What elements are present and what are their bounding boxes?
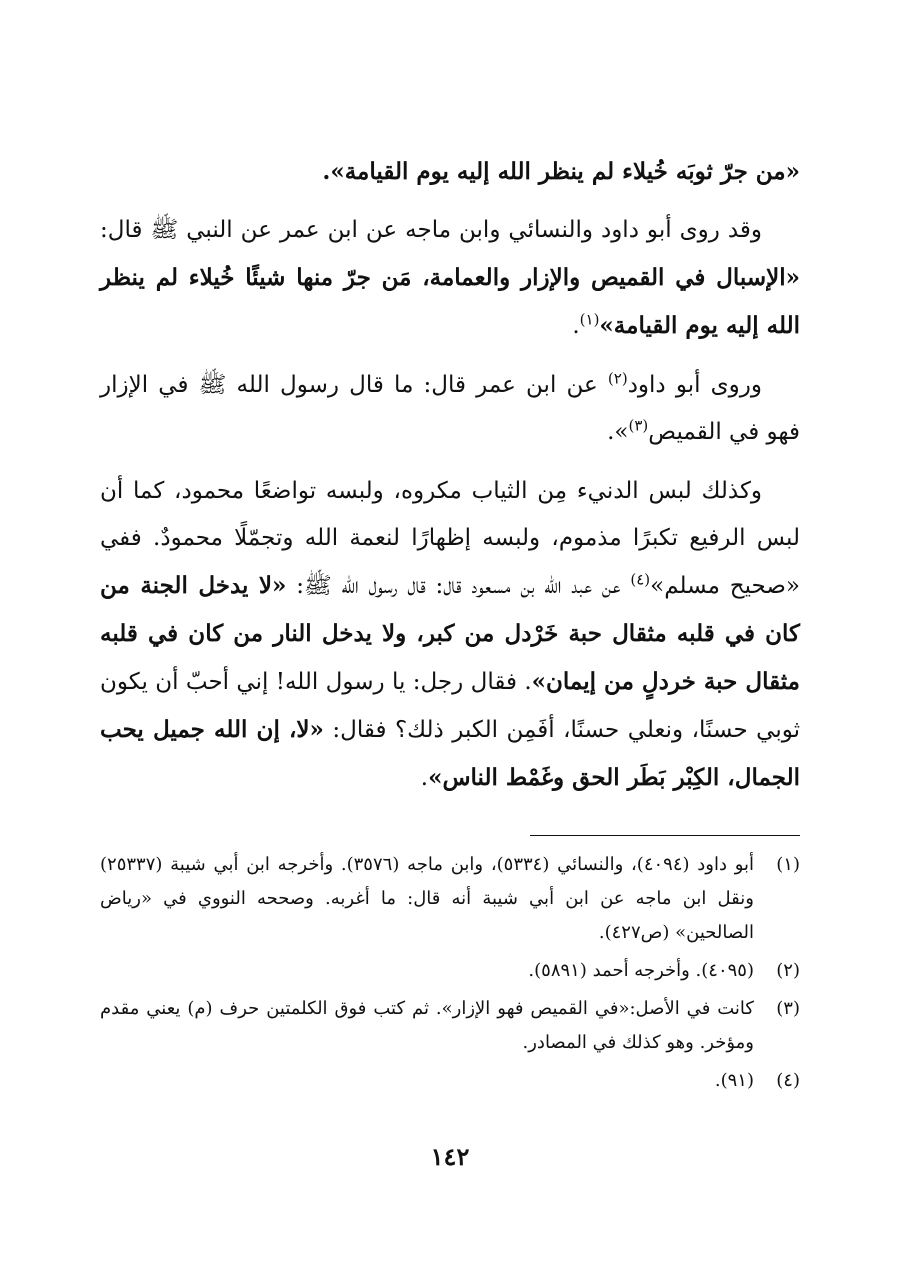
footnote-number: (٣) [776, 998, 800, 1019]
footnote-item [100, 848, 800, 950]
footnote-ref-4[interactable]: (٤) [630, 570, 651, 589]
paragraph-isbal [100, 207, 800, 350]
footnote-text: (٩١). [714, 1070, 754, 1091]
hadith-text: «الإسبال في القميص والإزار والعمامة، مَن جرّ منها شيئًا خُيلاء لم ينظر الله إليه يوم القيامة» [100, 264, 800, 339]
hadith-text: «من جرّ ثوبَه خُيلاء لم ينظر الله إليه يوم القيامة». [322, 158, 800, 185]
footnote-text: (٤٠٩٥). وأخرجه أحمد (٥٨٩١). [528, 960, 754, 981]
footnote-number: (٤) [776, 1070, 800, 1091]
footnote-item [100, 954, 800, 988]
footnote-text: أبو داود (٤٠٩٤)، والنسائي (٥٣٣٤)، وابن ماجه (٣٥٧٦). وأخرجه ابن أبي شيبة (٢٥٣٣٧) ونقل ابن ماجه عن ابن أبي شيبة أنه قال: ما أغربه. وصححه النووي في «رياض الصالحين» (ص٤٢٧). [100, 854, 755, 943]
footnote-item [100, 992, 800, 1060]
footnotes [100, 848, 800, 1102]
narration-text: وكذلك لبس الدنيء مِن الثياب مكروه، ولبسه تواضعًا محمود، كما أن لبس الرفيع تكبرًا مذموم، ولبسه إظهارًا لنعمة الله وتجمّلًا محمودٌ. ففي «صحيح مسلم» [100, 478, 800, 599]
footnote-text: كانت في الأصل:«في القميص فهو الإزار». ثم كتب فوق الكلمتين حرف (م) يعني مقدم ومؤخر. وهو كذلك في المصادر. [100, 998, 754, 1053]
footnote-ref-3[interactable]: (٣) [628, 416, 649, 435]
footnote-ref-2[interactable]: (٢) [607, 369, 628, 388]
narration-text: وقد روى أبو داود والنسائي وابن ماجه عن ابن عمر عن النبي ﷺ قال: [100, 217, 762, 243]
footnote-item [100, 1064, 800, 1098]
footnote-ref-1[interactable]: (١) [579, 310, 600, 329]
paragraph-abu-dawud [100, 362, 800, 456]
page-number: ١٤٢ [430, 1142, 470, 1171]
hadith-text: «لا، إن الله جميل يحب الجمال، الكِبْر بَطَر الحق وغَمْط الناس» [100, 716, 800, 791]
narration-text: عن عبد الله بن مسعود قال: قال رسول الله ﷺ: [286, 573, 631, 599]
main-text [100, 148, 800, 814]
narration-text: وروى أبو داود [627, 372, 762, 398]
narration-text: عن ابن عمر قال: ما قال رسول الله ﷺ في الإزار فهو في القميص [100, 372, 800, 445]
paragraph-hadith-quote [100, 148, 800, 195]
footnote-number: (٢) [776, 960, 800, 981]
footnote-divider [530, 835, 800, 836]
punctuation: . [572, 313, 580, 339]
hadith-text: «لا يدخل الجنة من كان في قلبه مثقال حبة خَرْدل من كبر، ولا يدخل النار من كان في قلبه مثقال حبة خردلٍ من إيمان» [100, 572, 801, 695]
punctuation: . [420, 765, 429, 791]
paragraph-clothing [100, 468, 800, 802]
punctuation: ». [607, 419, 629, 445]
footnote-number: (١) [776, 854, 800, 875]
narration-text: . فقال رجل: يا رسول الله! إني أحبّ أن يكون ثوبي حسنًا، ونعلي حسنًا، أفَمِن الكبر ذلك؟ فقال: [100, 669, 800, 743]
